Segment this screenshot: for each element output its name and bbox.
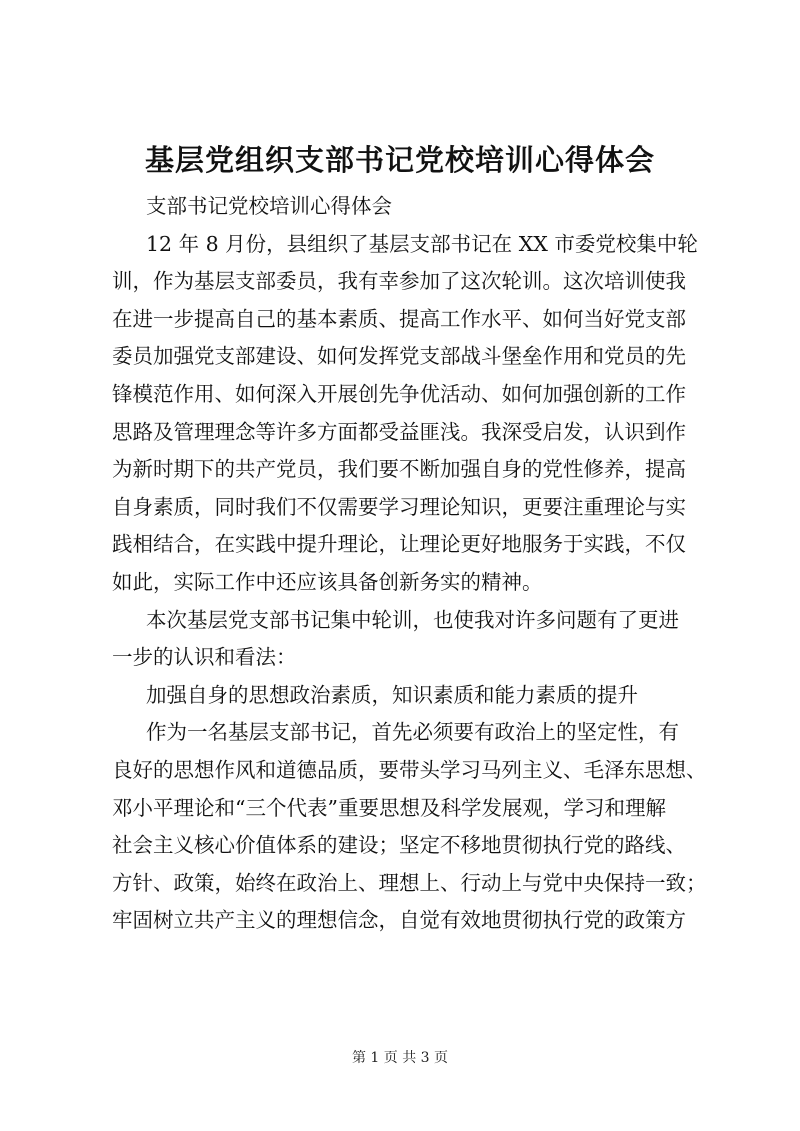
paragraph-line: 良好的思想作风和道德品质，要带头学习马列主义、毛泽东思想、 [112,757,707,782]
page-footer: 第 1 页 共 3 页 [351,1050,449,1066]
paragraph-line: 一步的认识和看法： [112,645,297,670]
document-title: 基层党组织支部书记党校培训心得体会 [144,143,655,177]
paragraph-line: 如此，实际工作中还应该具备创新务实的精神。 [112,569,543,594]
paragraph-line: 在进一步提高自己的基本素质、提高工作水平、如何当好党支部 [112,306,686,331]
section-heading-line: 加强自身的思想政治素质，知识素质和能力素质的提升 [146,682,638,707]
document-body [112,188,707,940]
paragraph-line: 本次基层党支部书记集中轮训，也使我对许多问题有了更进 [146,607,679,632]
paragraph-line: 训，作为基层支部委员，我有幸参加了这次轮训。这次培训使我 [112,269,686,294]
paragraph-line: 为新时期下的共产党员，我们要不断加强自身的党性修养，提高 [112,457,686,482]
paragraph-line: 自身素质，同时我们不仅需要学习理论知识，更要注重理论与实 [112,494,686,519]
paragraph-line: 12 年 8 月份，县组织了基层支部书记在 XX 市委党校集中轮 [146,231,698,256]
paragraph-line: 作为一名基层支部书记，首先必须要有政治上的坚定性，有 [146,720,679,745]
paragraph-line: 践相结合，在实践中提升理论，让理论更好地服务于实践，不仅 [112,532,686,557]
paragraph-line: 邓小平理论和“三个代表”重要思想及科学发展观，学习和理解 [112,795,666,820]
paragraph-line: 锋模范作用、如何深入开展创先争优活动、如何加强创新的工作 [112,381,686,406]
paragraph-line: 方针、政策，始终在政治上、理想上、行动上与党中央保持一致； [112,870,707,895]
paragraph-line: 委员加强党支部建设、如何发挥党支部战斗堡垒作用和党员的先 [112,344,686,369]
paragraph-line: 社会主义核心价值体系的建设；坚定不移地贯彻执行党的路线、 [112,833,686,858]
subtitle-line: 支部书记党校培训心得体会 [146,194,392,218]
paragraph-line: 思路及管理理念等许多方面都受益匪浅。我深受启发，认识到作 [112,419,686,444]
paragraph-line: 牢固树立共产主义的理想信念，自觉有效地贯彻执行党的政策方 [112,908,686,933]
